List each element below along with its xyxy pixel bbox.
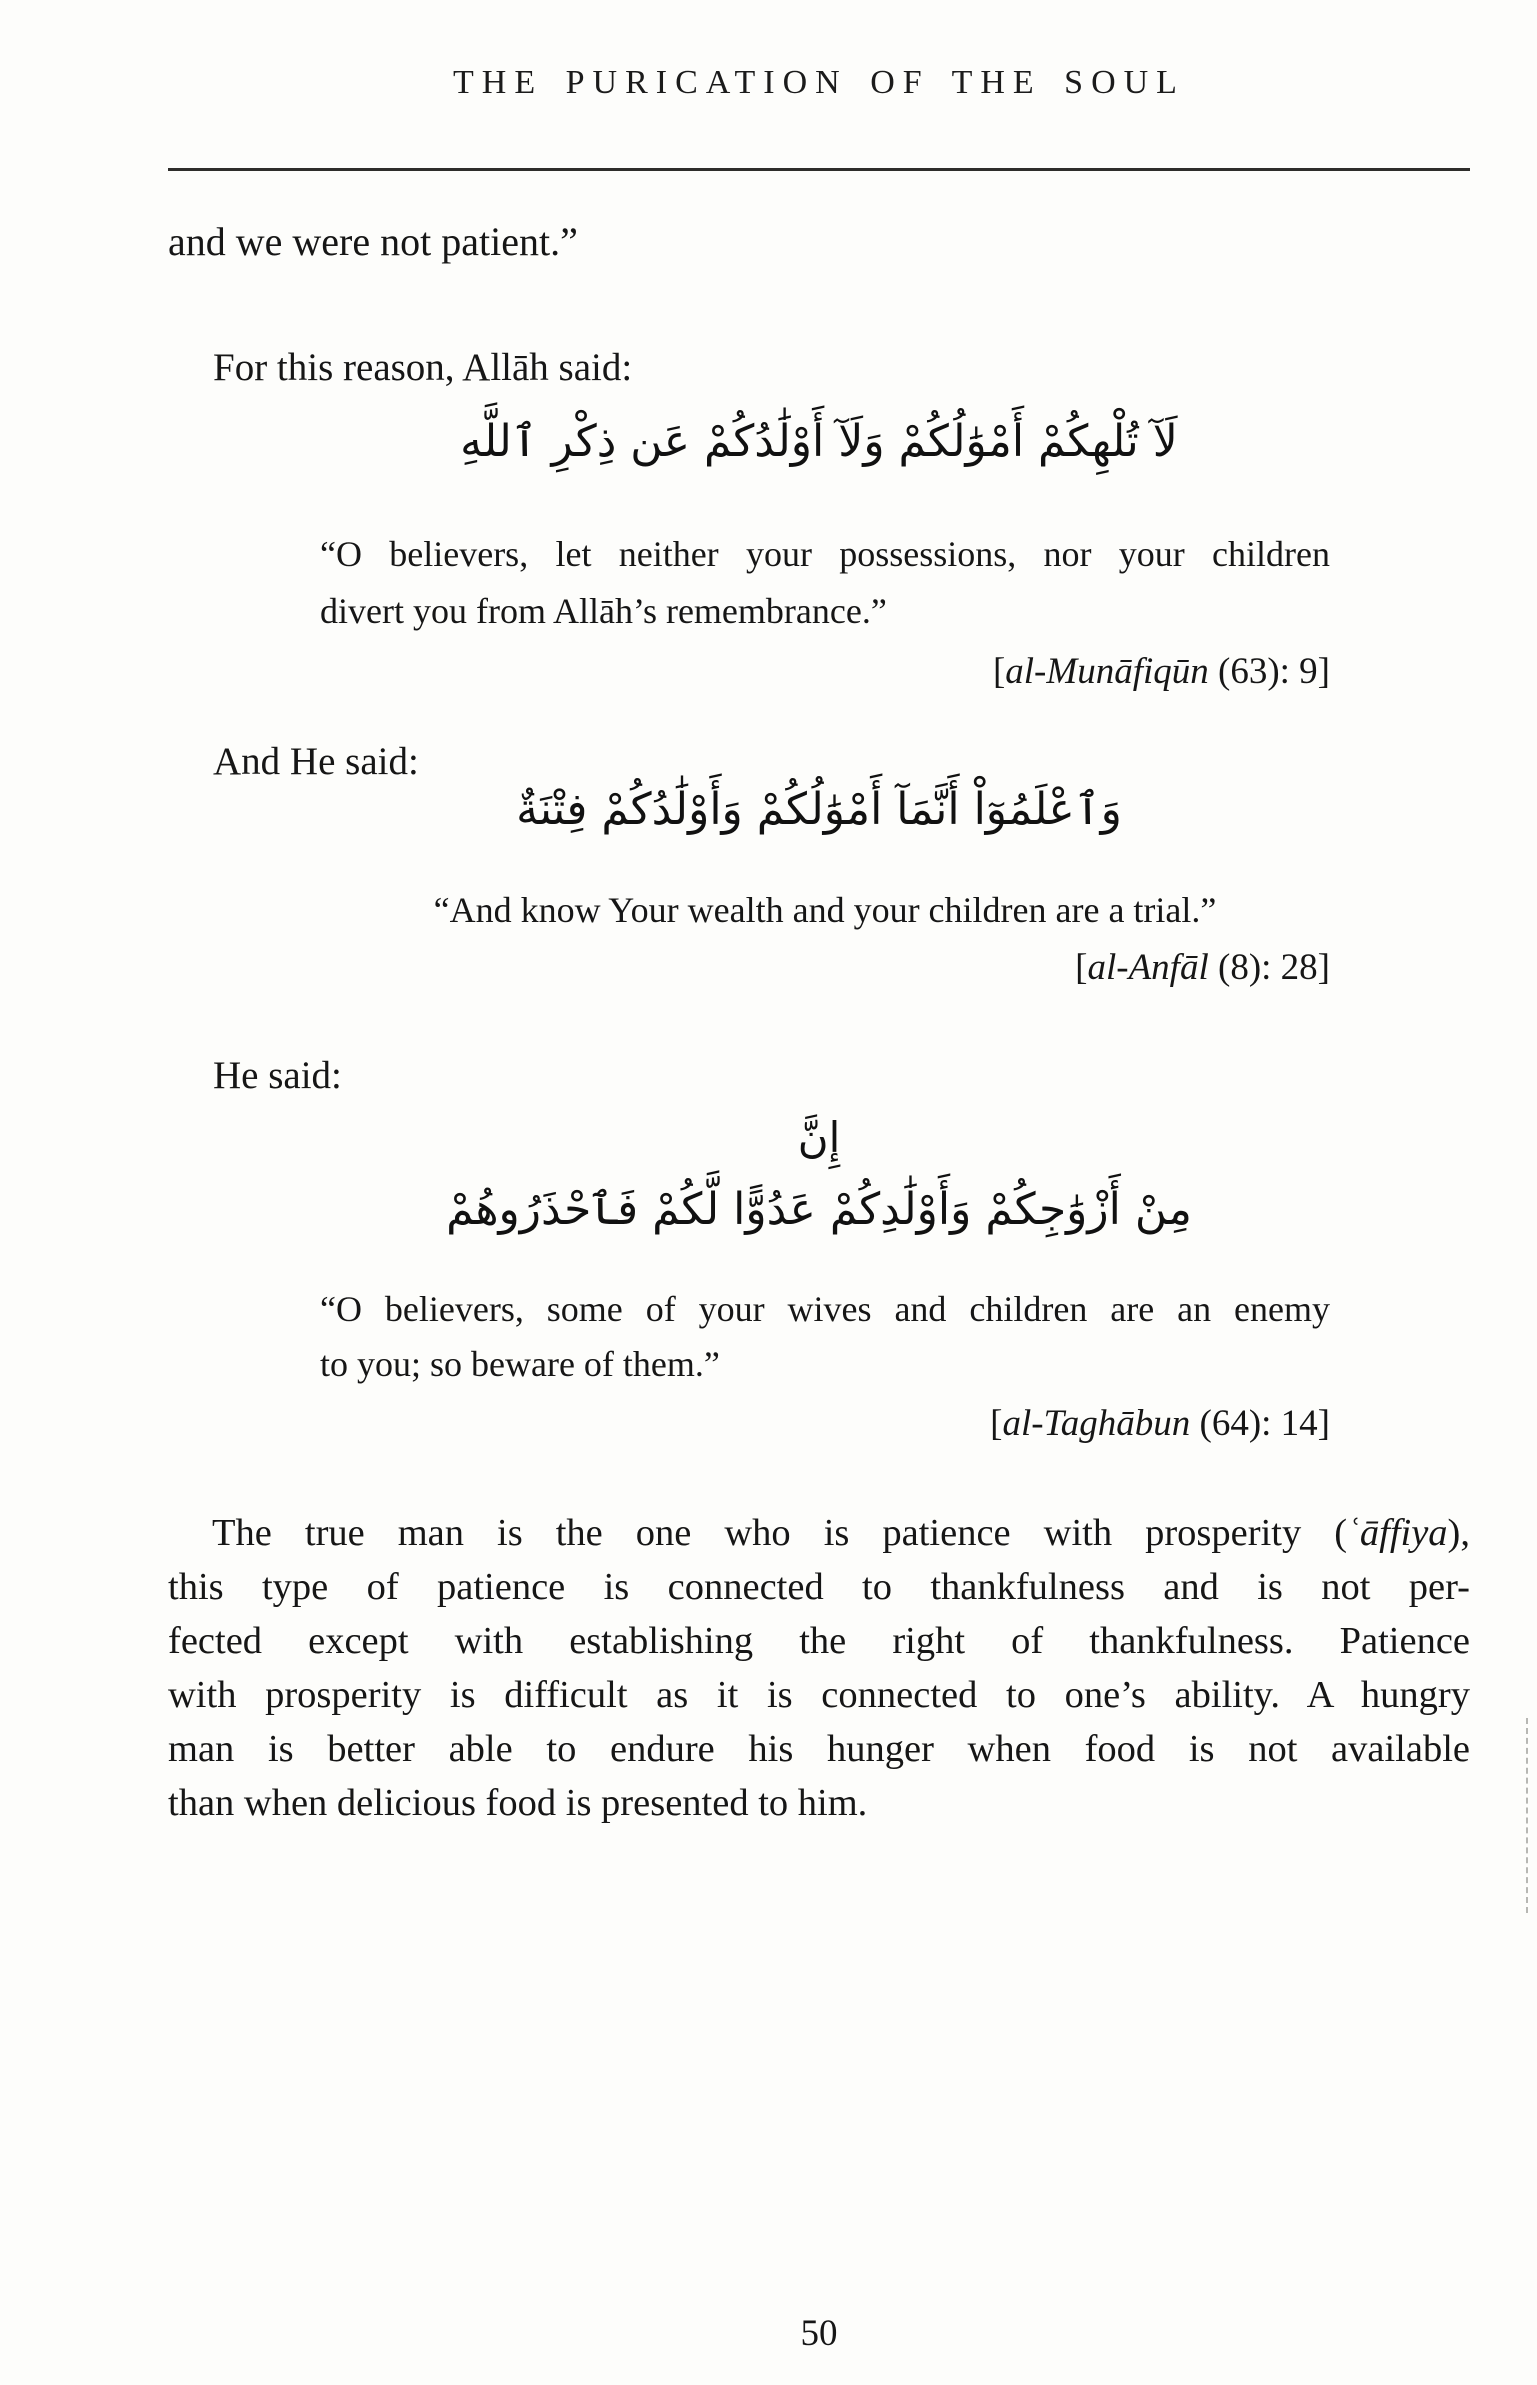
verse-citation: [320, 650, 1330, 694]
citation-surah-name: al-Taghābun: [1002, 1403, 1191, 1444]
transliterated-term: ʿāffiya: [1347, 1512, 1448, 1554]
paragraph-line: [168, 1506, 1470, 1560]
paragraph-line: man is better able to endure his hunger when food is not available: [168, 1728, 1470, 1770]
body-paragraph: [168, 1506, 1470, 1830]
paragraph-text: The true man is the one who is patience with prosperity (: [212, 1512, 1348, 1554]
verse-citation: [320, 946, 1330, 990]
quran-verse-arabic: لَآ تُلْهِكُمْ أَمْوَٰلُكُمْ وَلَآ أَوْلَٰدُكُمْ عَن ذِكْرِ ٱللَّهِ: [460, 416, 1178, 467]
quote-translation: [320, 882, 1330, 939]
quote-line: “And know Your wealth and your children are a trial.”: [433, 890, 1217, 930]
scan-artifact-line: [1526, 1718, 1530, 1913]
quran-verse-arabic: وَٱعْلَمُوٓاْ أَنَّمَآ أَمْوَٰلُكُمْ وَأَوْلَٰدُكُمْ فِتْنَةٌ: [516, 784, 1122, 835]
quote-line: to you; so beware of them.”: [320, 1344, 720, 1384]
section-intro: And He said:: [213, 740, 419, 783]
paragraph-text: ),: [1447, 1512, 1470, 1554]
header-rule: [168, 168, 1470, 171]
quran-verse-arabic-lead-word: إِنَّ: [797, 1113, 841, 1162]
citation-reference: (8): 28]: [1208, 947, 1330, 988]
paragraph-line: than when delicious food is presented to him.: [168, 1782, 868, 1824]
citation-reference: (64): 14]: [1190, 1403, 1330, 1444]
paragraph-line: this type of patience is connected to thankfulness and is not per-: [168, 1566, 1470, 1608]
citation-surah-name: al-Anfāl: [1087, 947, 1209, 988]
quote-line: “O believers, let neither your possessions, nor your children: [320, 534, 1330, 574]
citation-surah-name: al-Munāfiqūn: [1005, 651, 1209, 692]
carryover-text: and we were not patient.”: [168, 219, 578, 264]
paragraph-line: with prosperity is difficult as it is connected to one’s ability. A hungry: [168, 1674, 1470, 1716]
citation-bracket: [: [1075, 947, 1088, 988]
quran-verse-arabic: مِنْ أَزْوَٰجِكُمْ وَأَوْلَٰدِكُمْ عَدُوًّا لَّكُمْ فَٱحْذَرُوهُمْ: [446, 1184, 1192, 1235]
quote-translation: [320, 1282, 1330, 1392]
quote-translation: [320, 526, 1330, 640]
verse-citation: [320, 1402, 1330, 1446]
citation-reference: (63): 9]: [1208, 651, 1330, 692]
quote-line: divert you from Allāh’s remembrance.”: [320, 591, 887, 631]
section-intro: For this reason, Allāh said:: [213, 346, 633, 389]
paragraph-line: fected except with establishing the right of thankfulness. Patience: [168, 1620, 1470, 1662]
running-header-title: THE PURICATION OF THE SOUL: [453, 64, 1185, 101]
citation-bracket: [: [990, 1403, 1003, 1444]
section-intro: He said:: [213, 1054, 342, 1097]
quote-line: “O believers, some of your wives and children are an enemy: [320, 1289, 1330, 1329]
page-number: 50: [800, 2313, 838, 2354]
citation-bracket: [: [992, 651, 1006, 692]
